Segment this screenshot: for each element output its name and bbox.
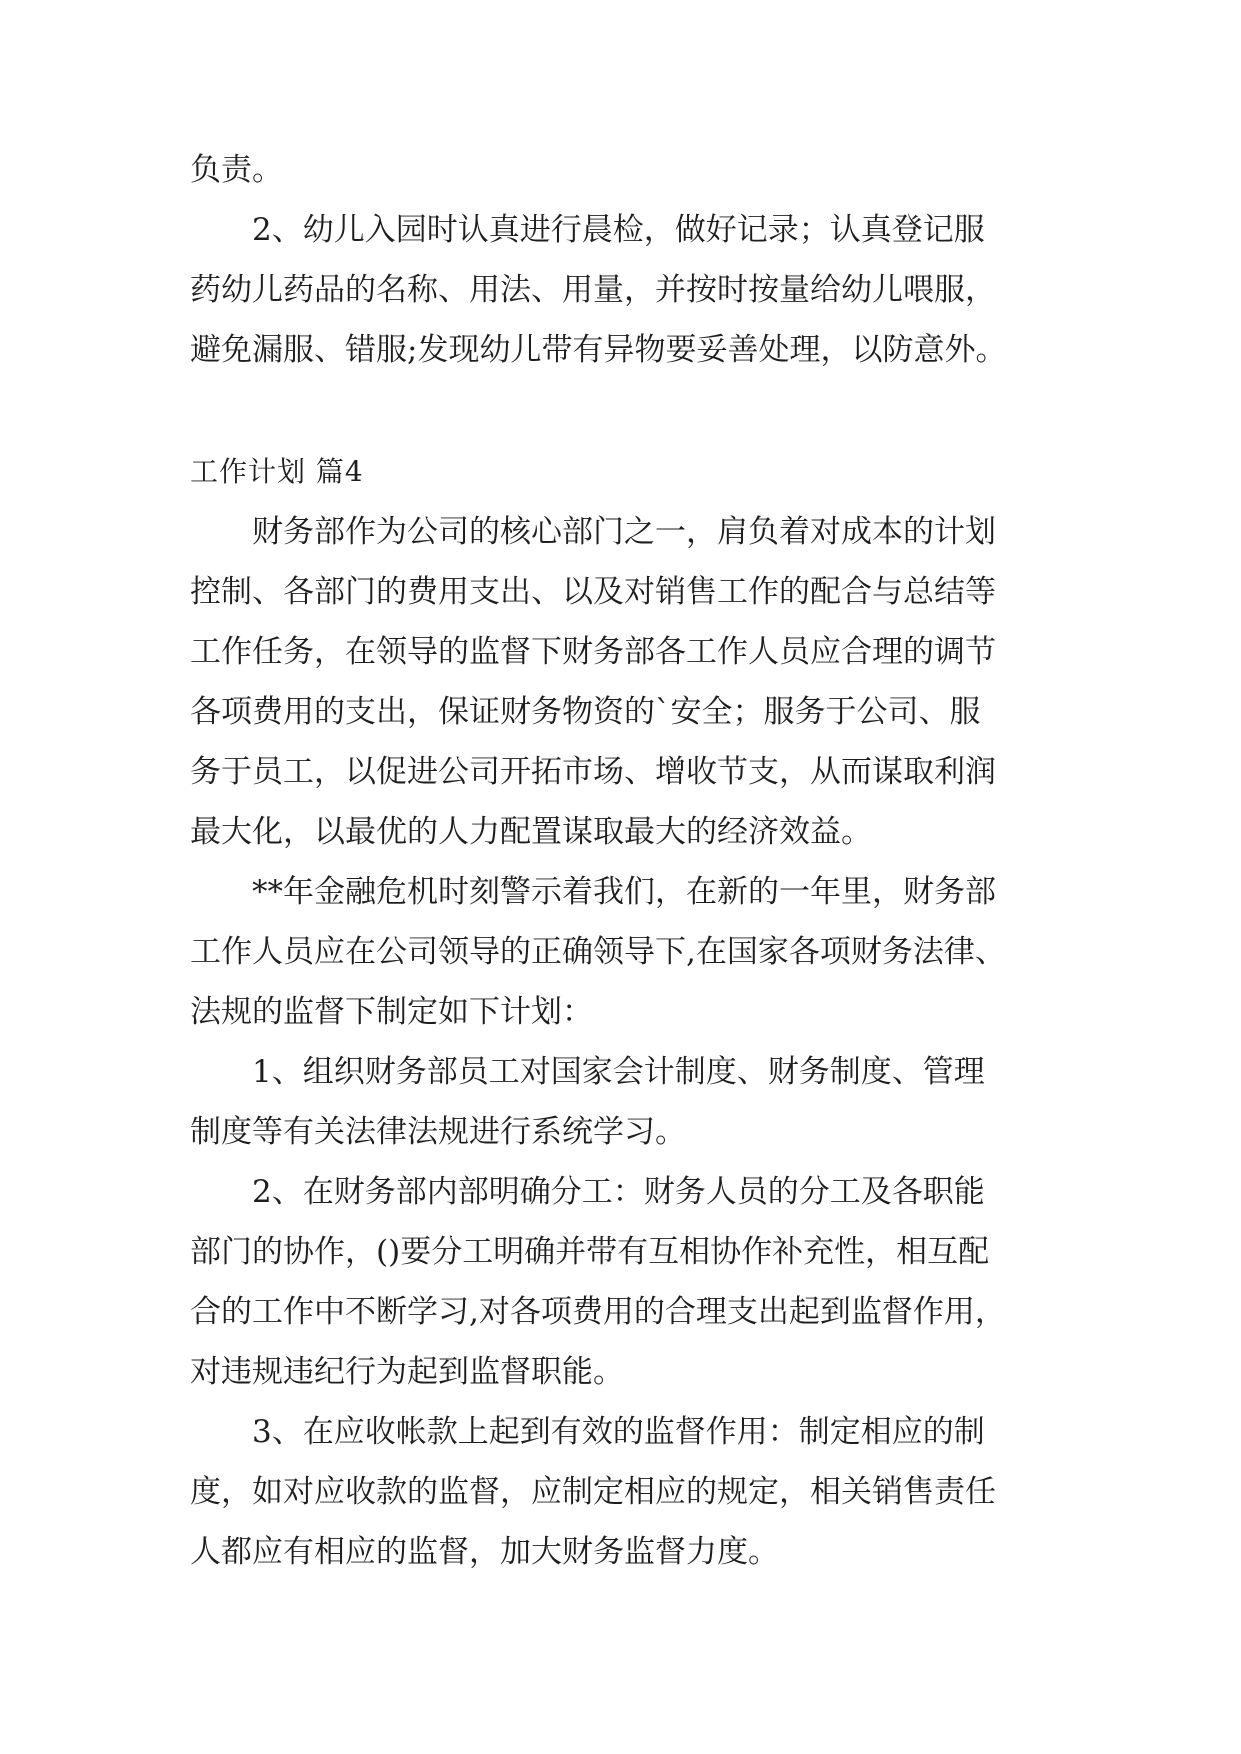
text-line: 1、组织财务部员工对国家会计制度、财务制度、管理 — [252, 1054, 985, 1090]
section-heading: 工作计划 篇4 — [190, 455, 364, 488]
text-line: 工作任务，在领导的监督下财务部各工作人员应合理的调节 — [190, 634, 996, 670]
text-line: 避免漏服、错服;发现幼儿带有异物要妥善处理，以防意外。 — [190, 332, 1007, 368]
text-line: 2、在财务部内部明确分工：财务人员的分工及各职能 — [252, 1174, 985, 1210]
text-line: 度，如对应收款的监督，应制定相应的规定，相关销售责任 — [190, 1474, 996, 1510]
text-line: 3、在应收帐款上起到有效的监督作用：制定相应的制 — [252, 1414, 985, 1450]
text-line: 工作人员应在公司领导的正确领导下,在国家各项财务法律、 — [190, 934, 1006, 970]
text-line: 2、幼儿入园时认真进行晨检，做好记录；认真登记服 — [252, 212, 985, 248]
text-line: 控制、各部门的费用支出、以及对销售工作的配合与总结等 — [190, 574, 996, 610]
text-line: 法规的监督下制定如下计划： — [190, 994, 593, 1030]
text-line: **年金融危机时刻警示着我们，在新的一年里，财务部 — [252, 874, 996, 910]
text-line: 负责。 — [190, 152, 283, 188]
text-line: 部门的协作，()要分工明确并带有互相协作补充性，相互配 — [190, 1234, 990, 1270]
text-line: 药幼儿药品的名称、用法、用量，并按时按量给幼儿喂服， — [190, 272, 996, 308]
text-line: 制度等有关法律法规进行系统学习。 — [190, 1114, 686, 1150]
text-line: 务于员工，以促进公司开拓市场、增收节支，从而谋取利润 — [190, 754, 996, 790]
text-line: 财务部作为公司的核心部门之一，肩负着对成本的计划 — [252, 514, 996, 550]
text-line: 对违规违纪行为起到监督职能。 — [190, 1354, 624, 1390]
text-line: 人都应有相应的监督，加大财务监督力度。 — [190, 1534, 779, 1570]
text-line: 各项费用的支出，保证财务物资的`安全；服务于公司、服 — [190, 694, 981, 730]
text-line: 合的工作中不断学习,对各项费用的合理支出起到监督作用， — [190, 1294, 1006, 1330]
text-line: 最大化，以最优的人力配置谋取最大的经济效益。 — [190, 814, 872, 850]
